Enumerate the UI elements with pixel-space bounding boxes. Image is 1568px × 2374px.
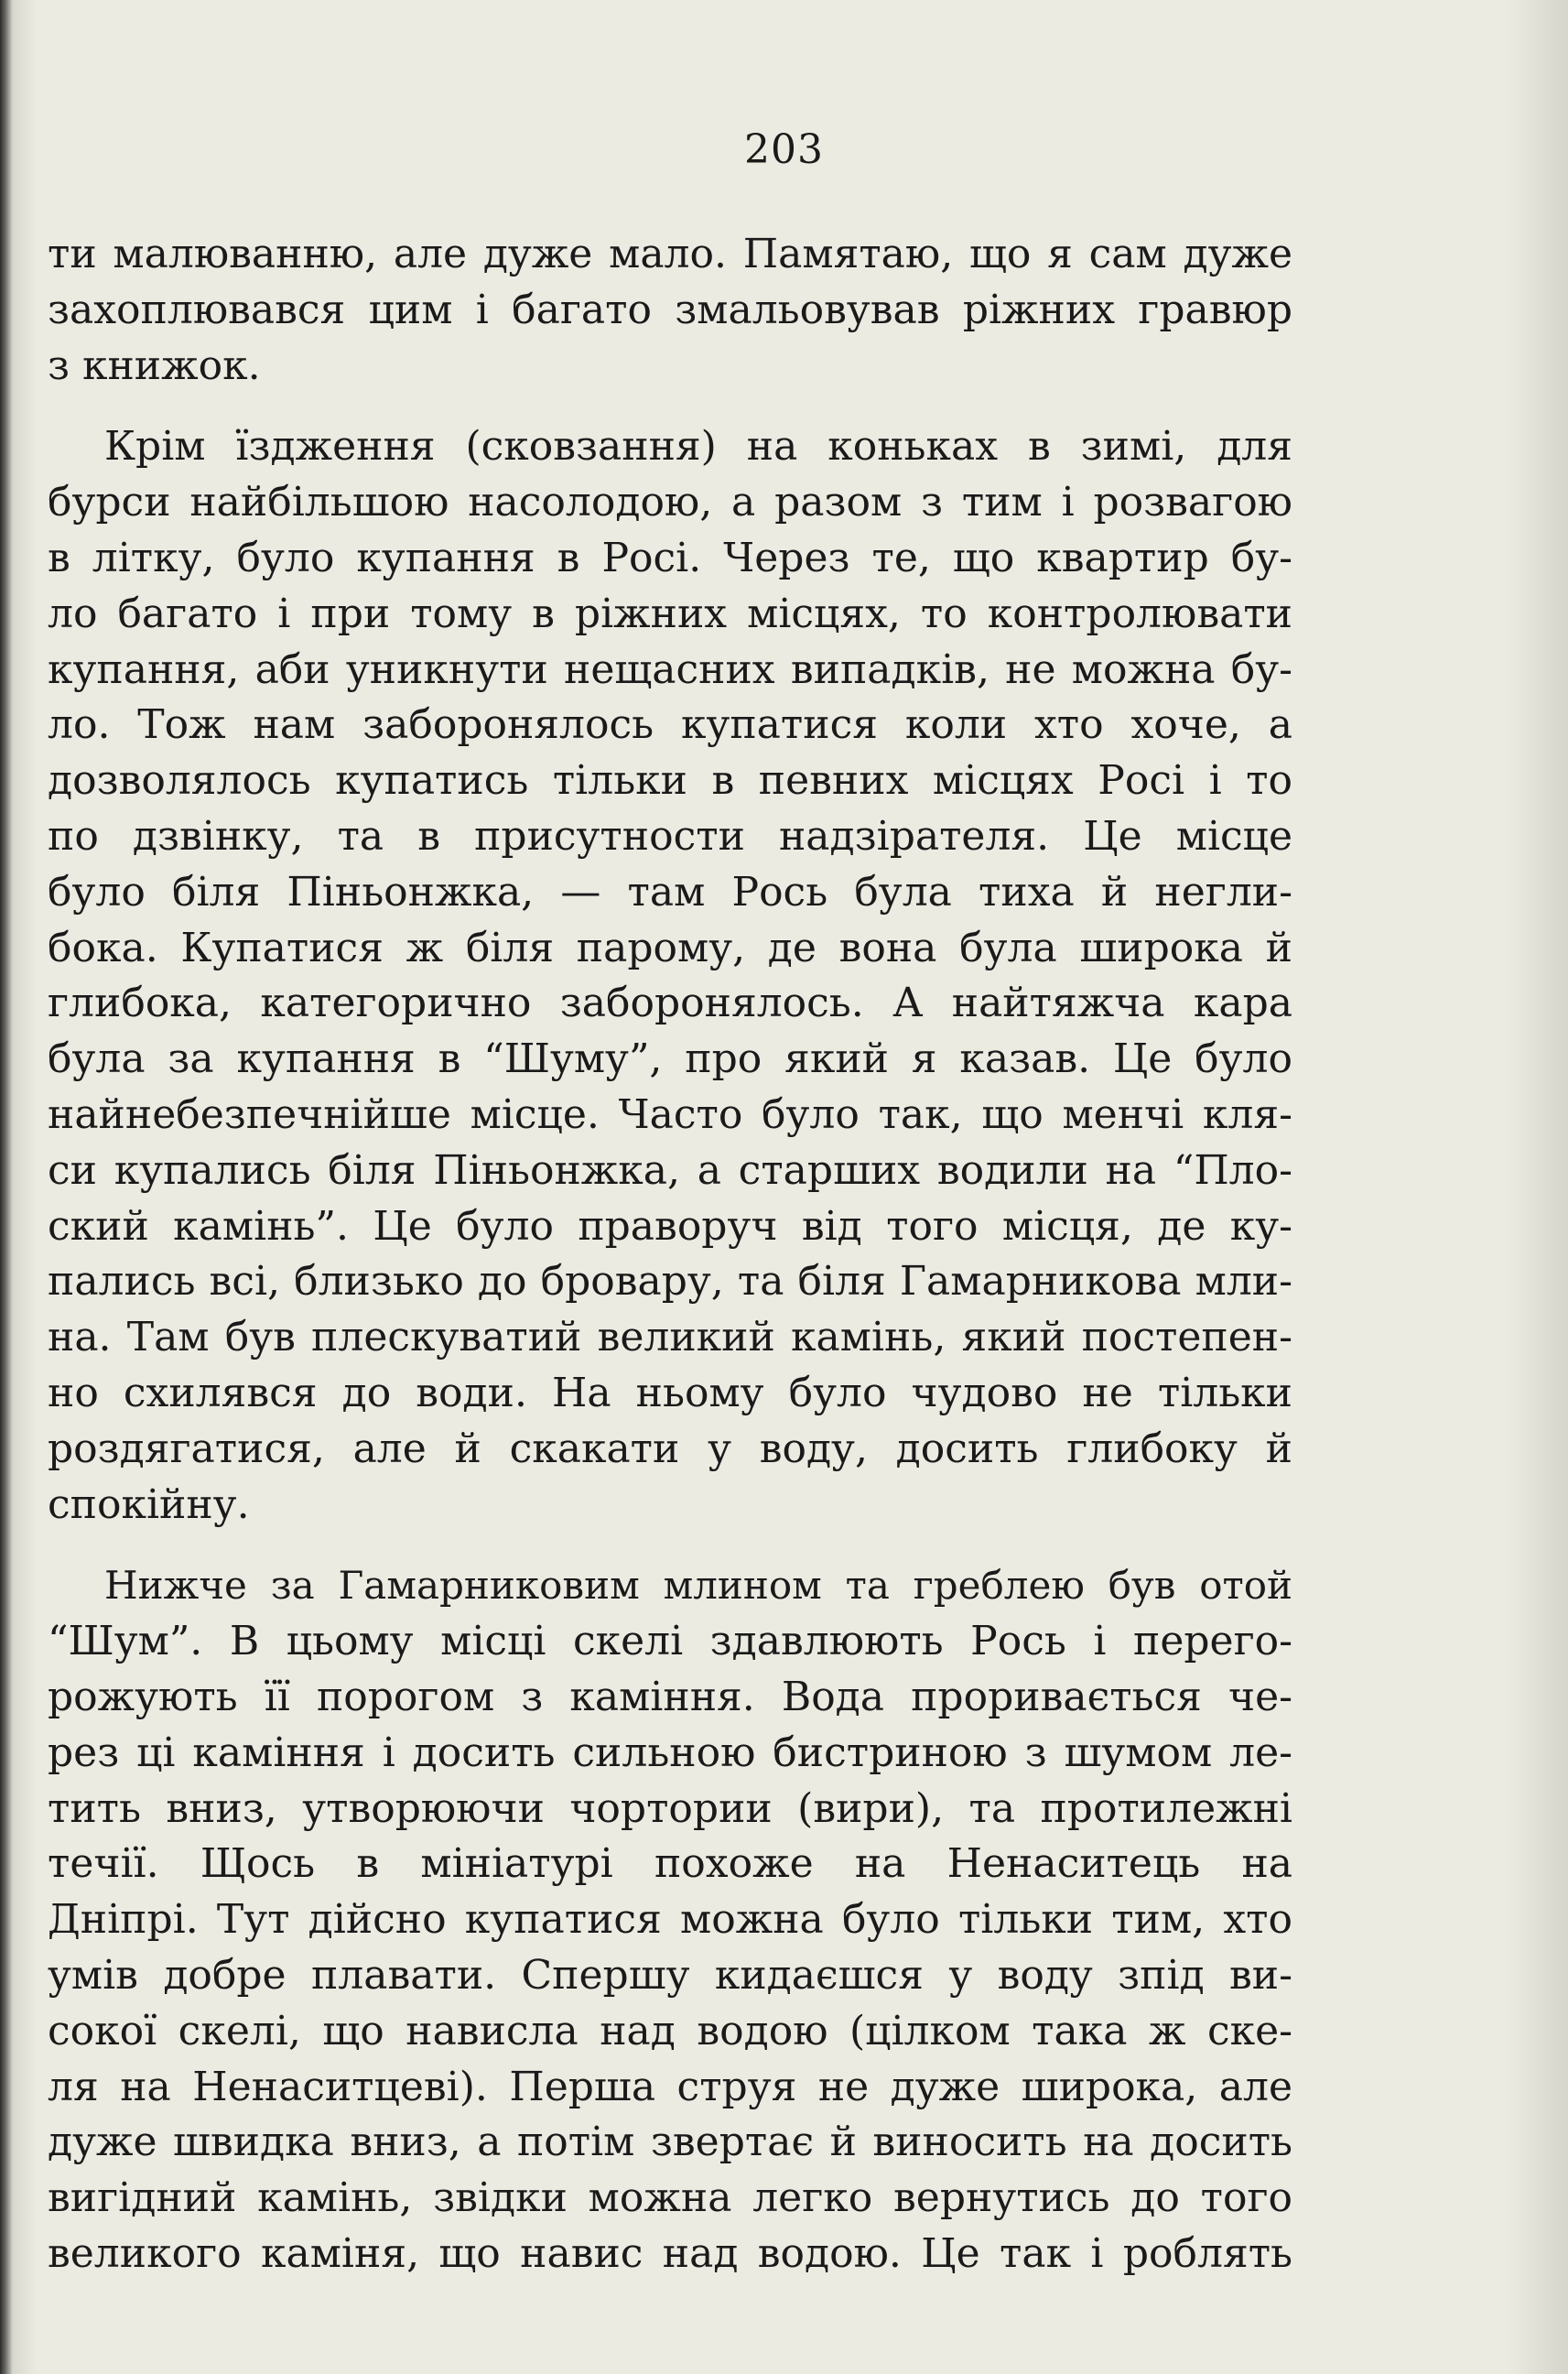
text-line: си купались біля Піньонжка, а старших водили на “Пло- <box>48 1146 1292 1194</box>
text-line: ский камінь”. Це було праворуч від того місця, де ку- <box>48 1202 1292 1250</box>
text-line: великого каміня, що навис над водою. Це так і роблять <box>48 2229 1292 2277</box>
text-line: дуже швидка вниз, а потім звертає й виносить на досить <box>48 2119 1292 2166</box>
text-line: по дзвінку, та в присутности надзірателя. Це місце <box>48 812 1292 860</box>
text-line: вигідний камінь, звідки можна легко вернутись до того <box>48 2174 1292 2222</box>
text-line: глибока, категорично заборонялось. А найтяжча кара <box>48 980 1292 1027</box>
text-line: Крім їздження (сковзання) на коньках в зимі, для <box>104 423 1292 471</box>
text-line: ля на Ненаситцеві). Перша струя не дуже широка, але <box>48 2063 1292 2110</box>
text-line: Нижче за Гамарниковим млином та греблею був отой <box>104 1563 1292 1609</box>
text-line: “Шум”. В цьому місці скелі здавлюють Рось і перего- <box>48 1618 1292 1665</box>
text-line: бурси найбільшою насолодою, а разом з тим і розвагою <box>48 479 1292 526</box>
text-line: ло. Тож нам заборонялось купатися коли хто хоче, а <box>48 701 1292 749</box>
text-line: пались всі, близько до бровару, та біля Гамарникова мли- <box>48 1258 1292 1306</box>
paragraph-2 <box>48 419 1292 1533</box>
page-body <box>48 227 1292 2282</box>
text-line: ло багато і при тому в ріжних місцях, то контролювати <box>48 590 1292 637</box>
text-line: умів добре плавати. Спершу кидаєшся у воду зпід ви- <box>48 1951 1292 1999</box>
text-line: була за купання в “Шуму”, про який я казав. Це було <box>48 1035 1292 1083</box>
text-line: купання, аби уникнути нещасних випадків, не можна бу- <box>48 645 1292 693</box>
text-line: дозволялось купатись тільки в певних місцях Росі і то <box>48 757 1292 805</box>
text-line: но схилявся до води. На ньому було чудово не тільки <box>48 1369 1292 1416</box>
text-line: рожують її порогом з каміння. Вода проривається че- <box>48 1673 1292 1720</box>
text-line: бока. Купатися ж біля парому, де вона була широка й <box>48 924 1292 971</box>
text-line: спокійну. <box>48 1480 250 1528</box>
text-line: Дніпрі. Тут дійсно купатися можна було тільки тим, хто <box>48 1896 1292 1944</box>
text-line: течії. Щось в мініатурі похоже на Ненаситець на <box>48 1840 1292 1888</box>
text-line: з книжок. <box>48 341 261 389</box>
page-number: 203 <box>744 126 824 173</box>
text-line: найнебезпечнійше місце. Часто було так, що менчі кля- <box>48 1090 1292 1138</box>
text-line: на. Там був плескуватий великий камінь, який постепен- <box>48 1314 1292 1361</box>
text-line: ти малюванню, але дуже мало. Памятаю, що я сам дуже <box>48 231 1292 277</box>
text-line: було біля Піньонжка, — там Рось була тиха й негли- <box>48 868 1292 916</box>
text-line: в літку, було купання в Росі. Через те, що квартир бу- <box>48 534 1292 581</box>
text-line: рез ці каміння і досить сильною бистриною з шумом ле- <box>48 1729 1292 1776</box>
text-line: захоплювався цим і багато змальовував ріжних гравюр <box>48 286 1292 333</box>
text-line: роздягатися, але й скакати у воду, досить глибоку й <box>48 1425 1292 1472</box>
paragraph-3 <box>48 1558 1292 2282</box>
text-line: сокої скелі, що нависла над водою (цілком така ж ске- <box>48 2007 1292 2054</box>
text-line: тить вниз, утворюючи чортории (вири), та протилежні <box>48 1784 1292 1832</box>
paragraph-1 <box>48 227 1292 394</box>
